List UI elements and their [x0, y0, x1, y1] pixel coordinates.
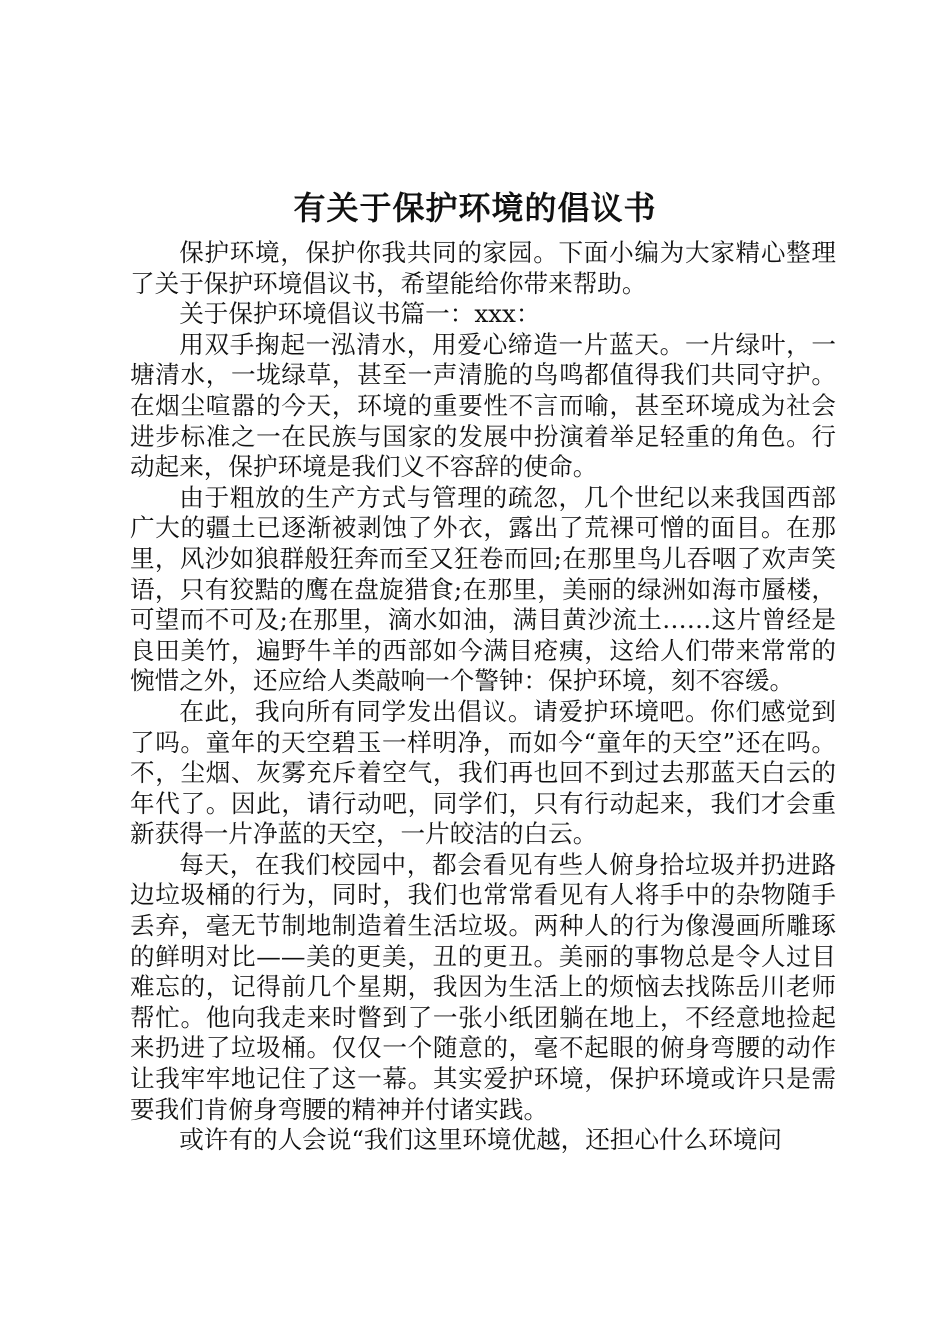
- paragraph-intro: 保护环境，保护你我共同的家园。下面小编为大家精心整理了关于保护环境倡议书，希望能给你带来帮助。: [130, 238, 836, 298]
- document-body: [130, 238, 836, 1156]
- paragraph-1: 用双手掬起一泓清水，用爱心缔造一片蓝天。一片绿叶，一塘清水，一垅绿草，甚至一声清脆的鸟鸣都值得我们共同守护。在烟尘喧嚣的今天，环境的重要性不言而喻，甚至环境成为社会进步标准之一在民族与国家的发展中扮演着举足轻重的角色。行动起来，保护环境是我们义不容辞的使命。: [130, 329, 836, 482]
- paragraph-5-partial: 或许有的人会说“我们这里环境优越，还担心什么环境问: [179, 1125, 783, 1155]
- paragraph-2: 由于粗放的生产方式与管理的疏忽，几个世纪以来我国西部广大的疆土已逐渐被剥蚀了外衣，露出了荒裸可憎的面目。在那里，风沙如狼群般狂奔而至又狂卷而回;在那里鸟儿吞咽了欢声笑语，只有狡黠的鹰在盘旋猎食;在那里，美丽的绿洲如海市蜃楼，可望而不可及;在那里，滴水如油，满目黄沙流土……这片曾经是良田美竹，遍野牛羊的西部如今满目疮痍，这给人们带来常常的惋惜之外，还应给人类敲响一个警钟：保护环境，刻不容缓。: [130, 482, 836, 696]
- paragraph-section-heading: 关于保护环境倡议书篇一：xxx：: [179, 299, 541, 329]
- document-title: 有关于保护环境的倡议书: [293, 189, 657, 227]
- paragraph-3: 在此，我向所有同学发出倡议。请爱护环境吧。你们感觉到了吗。童年的天空碧玉一样明净，而如今“童年的天空”还在吗。不，尘烟、灰雾充斥着空气，我们再也回不到过去那蓝天白云的年代了。因此，请行动吧，同学们，只有行动起来，我们才会重新获得一片净蓝的天空，一片皎洁的白云。: [130, 696, 836, 849]
- paragraph-4: 每天，在我们校园中，都会看见有些人俯身拾垃圾并扔进路边垃圾桶的行为，同时，我们也常常看见有人将手中的杂物随手丢弃，毫无节制地制造着生活垃圾。两种人的行为像漫画所雕琢的鲜明对比——美的更美，丑的更丑。美丽的事物总是令人过目难忘的，记得前几个星期，我因为生活上的烦恼去找陈岳川老师帮忙。他向我走来时瞥到了一张小纸团躺在地上，不经意地捡起来扔进了垃圾桶。仅仅一个随意的，毫不起眼的俯身弯腰的动作让我牢牢地记住了这一幕。其实爱护环境，保护环境或许只是需要我们肯俯身弯腰的精神并付诸实践。: [130, 849, 836, 1124]
